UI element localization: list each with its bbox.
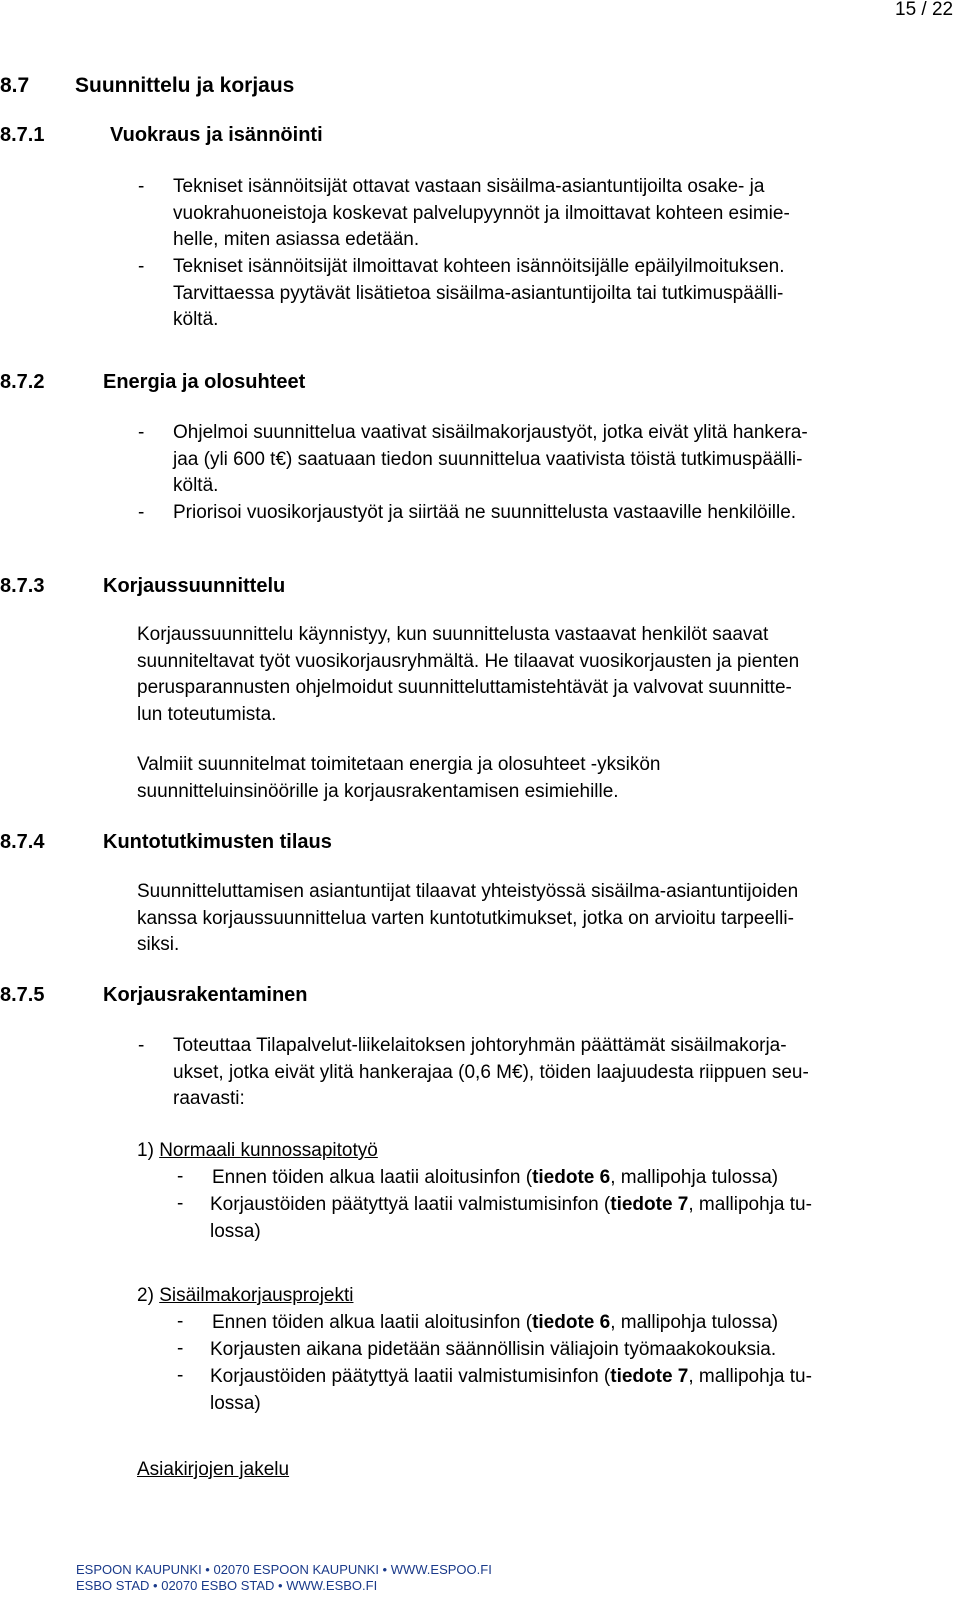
- section-number: 8.7: [0, 74, 30, 97]
- section-heading-8-7-3: [0, 574, 600, 600]
- item-bold: tiedote 7: [610, 1366, 689, 1387]
- text-line: lun toteutumista.: [137, 703, 277, 725]
- text-line: suunnitteluinsinöörille ja korjausrakentamisen esimiehille.: [137, 780, 619, 802]
- bullet-text: [173, 420, 886, 500]
- item-text: Ennen töiden alkua laatii aloitusinfon (: [212, 1167, 533, 1188]
- bullet-dash: -: [177, 1338, 184, 1359]
- section-title: Korjaussuunnittelu: [103, 575, 286, 597]
- text-line: Priorisoi vuosikorjaustyöt ja siirtää ne suunnittelusta vastaaville henkilöille.: [173, 502, 797, 523]
- text-line: Ohjelmoi suunnittelua vaativat sisäilmakorjaustyöt, jotka eivät ylitä hankera-: [173, 422, 808, 443]
- item-text: , mallipohja tulossa): [610, 1312, 779, 1333]
- bullet-dash: -: [138, 256, 145, 277]
- section-heading-8-7-2: [0, 370, 600, 396]
- bullet-dash: -: [138, 176, 145, 197]
- text-line: Tarvittaessa pyytävät lisätietoa sisäilma-asiantuntijoilta tai tutkimuspäälli-: [173, 282, 784, 304]
- bullet-text: [173, 500, 933, 527]
- bullet-dash: -: [138, 422, 145, 443]
- bullet-text: [173, 1033, 921, 1113]
- footer: [76, 1562, 492, 1594]
- item-text: , mallipohja tu-: [688, 1194, 812, 1215]
- text-line: siksi.: [137, 934, 180, 955]
- text-line: vuokrahuoneistoja koskevat palvelupyynnöt ja ilmoittavat kohteen esimie-: [173, 202, 790, 224]
- item-text: , mallipohja tulossa): [610, 1167, 779, 1188]
- list-title: Normaali kunnossapitotyö: [159, 1140, 378, 1161]
- bullet-text: [173, 174, 886, 254]
- section-heading-8-7-5: [0, 983, 600, 1009]
- section-heading-8-7-1: [0, 123, 600, 149]
- footer-line-finnish: ESPOON KAUPUNKI • 02070 ESPOON KAUPUNKI • WWW.ESPOO.FI: [76, 1562, 492, 1577]
- text-line: Tekniset isännöitsijät ottavat vastaan sisäilma-asiantuntijoilta osake- ja: [173, 176, 765, 197]
- item-text: Ennen töiden alkua laatii aloitusinfon (: [212, 1312, 533, 1333]
- paragraph: [137, 622, 927, 728]
- text-line: Toteuttaa Tilapalvelut-liikelaitoksen johtoryhmän päättämät sisäilmakorja-: [173, 1035, 787, 1056]
- bullet-dash: -: [177, 1166, 184, 1187]
- section-title: Korjausrakentaminen: [103, 984, 308, 1006]
- section-title: Energia ja olosuhteet: [103, 371, 306, 393]
- text-line: jaa (yli 600 t€) saatuaan tiedon suunnittelua vaativista töistä tutkimuspäälli-: [173, 448, 803, 470]
- bullet-dash: -: [177, 1193, 184, 1214]
- list-item: [212, 1164, 778, 1191]
- section-title: Vuokraus ja isännöinti: [110, 124, 323, 146]
- section-number: 8.7.3: [0, 575, 45, 597]
- list-prefix: 1): [137, 1140, 160, 1161]
- section-number: 8.7.5: [0, 984, 45, 1006]
- section-heading-8-7: [0, 74, 600, 100]
- footer-line-swedish: ESBO STAD • 02070 ESBO STAD • WWW.ESBO.FI: [76, 1578, 378, 1593]
- list-prefix: 2): [137, 1285, 160, 1306]
- list-item: [210, 1363, 812, 1417]
- item-text: Korjaustöiden päätyttyä laatii valmistumisinfon (: [210, 1366, 611, 1387]
- section-number: 8.7.1: [0, 124, 45, 146]
- text-line: Tekniset isännöitsijät ilmoittavat kohteen isännöitsijälle epäilyilmoituksen.: [173, 256, 785, 277]
- item-text: Korjausten aikana pidetään säännöllisin väliajoin työmaakokouksia.: [210, 1339, 777, 1360]
- paragraph: [137, 879, 927, 959]
- text-line: raavasti:: [173, 1088, 245, 1109]
- item-text: Korjaustöiden päätyttyä laatii valmistumisinfon (: [210, 1194, 611, 1215]
- item-text: lossa): [210, 1221, 261, 1242]
- text-line: költä.: [173, 475, 219, 496]
- bullet-dash: -: [177, 1365, 184, 1386]
- item-bold: tiedote 7: [610, 1194, 689, 1215]
- text-line: suunniteltavat työt vuosikorjausryhmältä. He tilaavat vuosikorjausten ja pienten: [137, 650, 800, 672]
- list-item: [210, 1336, 776, 1363]
- text-line: Suunnitteluttamisen asiantuntijat tilaavat yhteistyössä sisäilma-asiantuntijoiden: [137, 881, 799, 902]
- section-title: Kuntotutkimusten tilaus: [103, 831, 332, 853]
- section-heading-8-7-4: [0, 830, 600, 856]
- item-bold: tiedote 6: [532, 1167, 611, 1188]
- list-heading: [137, 1282, 353, 1309]
- text-line: perusparannusten ohjelmoidut suunnitteluttamistehtävät ja valvovat suunnitte-: [137, 677, 792, 698]
- page-number: 15 / 22: [895, 0, 954, 20]
- text-line: kanssa korjaussuunnittelua varten kuntotutkimukset, jotka on arvioitu tarpeelli-: [137, 907, 794, 929]
- bullet-dash: -: [138, 502, 145, 523]
- list-item: [212, 1309, 778, 1336]
- text-line: helle, miten asiassa edetään.: [173, 229, 420, 250]
- section-title: Suunnittelu ja korjaus: [75, 74, 295, 97]
- section-number: 8.7.4: [0, 831, 45, 853]
- list-item: [210, 1191, 812, 1245]
- paragraph: [137, 752, 927, 805]
- text-line: Korjaussuunnittelu käynnistyy, kun suunnittelusta vastaavat henkilöt saavat: [137, 624, 769, 645]
- item-text: , mallipohja tu-: [688, 1366, 812, 1387]
- bullet-dash: -: [177, 1311, 184, 1332]
- list-heading: [137, 1137, 378, 1164]
- text-line: Valmiit suunnitelmat toimitetaan energia ja olosuhteet -yksikön: [137, 754, 661, 775]
- text-line: költä.: [173, 309, 219, 330]
- bullet-text: [173, 254, 886, 334]
- list-title: Sisäilmakorjausprojekti: [159, 1285, 354, 1306]
- item-text: lossa): [210, 1393, 261, 1414]
- asiakirjojen-jakelu-link[interactable]: Asiakirjojen jakelu: [137, 1459, 290, 1480]
- text-line: ukset, jotka eivät ylitä hankerajaa (0,6 M€), töiden laajuudesta riippuen seu-: [173, 1061, 809, 1083]
- bullet-dash: -: [138, 1035, 145, 1056]
- section-number: 8.7.2: [0, 371, 45, 393]
- item-bold: tiedote 6: [532, 1312, 611, 1333]
